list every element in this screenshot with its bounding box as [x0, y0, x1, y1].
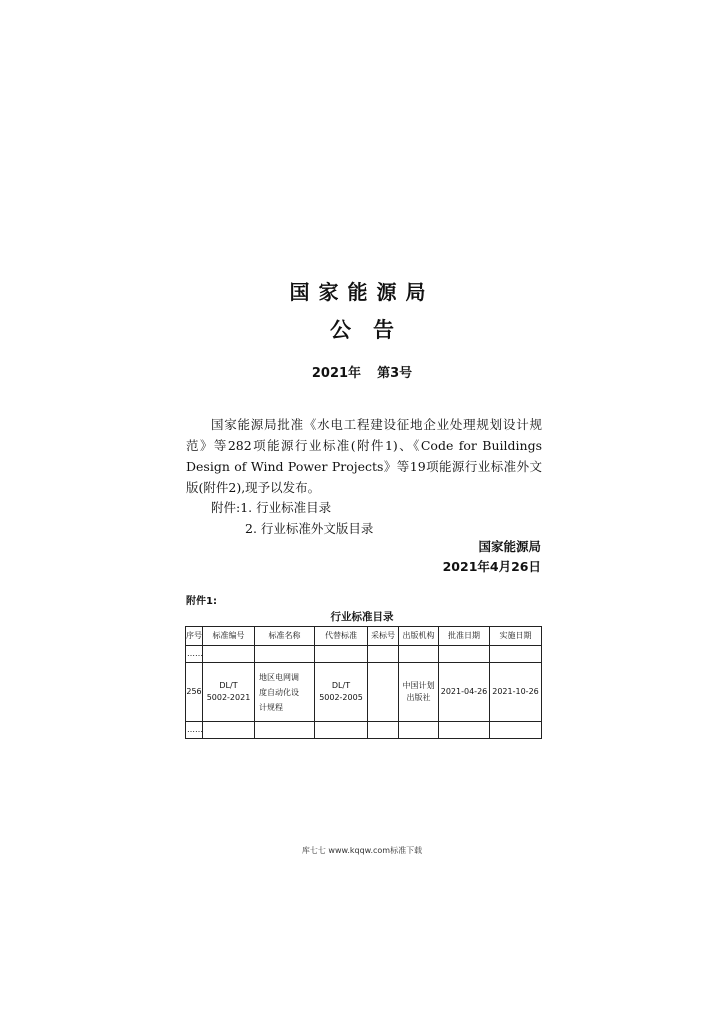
table-title: 行业标准目录: [330, 611, 394, 623]
empty-cell: [490, 646, 542, 663]
agency-title: 国家能源局: [289, 280, 435, 304]
ellipsis-cell: ……: [186, 722, 203, 739]
announcement-paragraph: 国家能源局批准《水电工程建设征地企业处理规划设计规范》等282项能源行业标准(附件1)、《Code for Buildings Design of Wind Power Projects》等19项能源行业标准外文版(附件2),现予以发布。: [186, 417, 542, 495]
signature-agency: 国家能源局: [478, 539, 541, 554]
empty-cell: [399, 646, 439, 663]
cell-effective-date: 2021-10-26: [490, 663, 542, 722]
col-header-seq: 序号: [186, 627, 203, 646]
signature-date: 2021年4月26日: [442, 559, 541, 574]
attachment-2-text: 2. 行业标准外文版目录: [245, 521, 374, 536]
cell-seq: 256: [186, 663, 203, 722]
attachments-label: 附件:: [211, 500, 241, 515]
cell-name: [255, 663, 315, 722]
document-year: 2021年: [311, 366, 362, 381]
document-number: [0, 362, 724, 381]
table-header-row: [186, 627, 542, 646]
col-header-approve-date: 批准日期: [439, 627, 490, 646]
cell-name-line: 地区电网调: [259, 672, 299, 682]
appendix-label: 附件1:: [186, 596, 217, 607]
empty-cell: [490, 722, 542, 739]
empty-cell: [368, 722, 399, 739]
empty-cell: [203, 722, 255, 739]
col-header-publisher: 出版机构: [399, 627, 439, 646]
empty-cell: [368, 646, 399, 663]
col-header-replaces: 代替标准: [315, 627, 368, 646]
col-header-name: 标准名称: [255, 627, 315, 646]
notice-title: 公告: [330, 318, 416, 342]
cell-code-line: 5002-2021: [206, 693, 251, 702]
empty-cell: [315, 646, 368, 663]
table-row-ellipsis-bottom: [186, 722, 542, 739]
empty-cell: [399, 722, 439, 739]
footer-watermark-text: 库七七 www.kqqw.com标准下载: [301, 846, 423, 855]
cell-replaces-line: DL/T: [331, 681, 351, 690]
table-row: [186, 663, 542, 722]
attachment-item-1: [211, 497, 373, 518]
announcement-body: [186, 414, 542, 498]
col-header-effective-date: 实施日期: [490, 627, 542, 646]
cell-publisher: [399, 663, 439, 722]
cell-name-line: 计规程: [259, 702, 283, 712]
cell-replaces-line: 5002-2005: [319, 693, 363, 702]
cell-publisher-line: 出版社: [406, 693, 431, 702]
cell-replaces: [315, 663, 368, 722]
col-header-adopted: 采标号: [368, 627, 399, 646]
document-serial: 第3号: [377, 366, 413, 381]
col-header-code: 标准编号: [203, 627, 255, 646]
cell-name-line: 度自动化设: [259, 687, 299, 697]
cell-code-line: DL/T: [219, 681, 238, 690]
table-row-ellipsis-top: [186, 646, 542, 663]
ellipsis-cell: ……: [186, 646, 203, 663]
attachment-1-text: 1. 行业标准目录: [240, 500, 332, 515]
empty-cell: [315, 722, 368, 739]
empty-cell: [203, 646, 255, 663]
standards-table: [185, 626, 542, 739]
attachment-item-2: [211, 518, 373, 539]
cell-code: [203, 663, 255, 722]
empty-cell: [439, 646, 490, 663]
empty-cell: [439, 722, 490, 739]
cell-adopted: [368, 663, 399, 722]
empty-cell: [255, 646, 315, 663]
empty-cell: [255, 722, 315, 739]
attachments-list: [211, 497, 373, 539]
cell-approve-date: 2021-04-26: [439, 663, 490, 722]
cell-publisher-line: 中国计划: [402, 681, 435, 690]
